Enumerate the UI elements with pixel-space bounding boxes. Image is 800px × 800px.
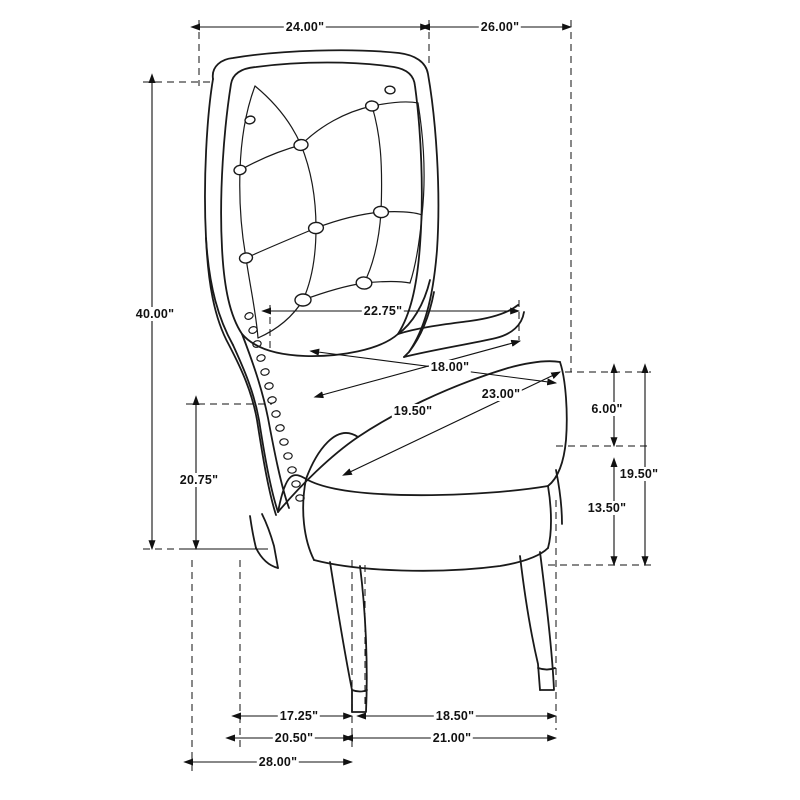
dimension-label-base-right-width: 21.00": [432, 731, 472, 745]
dimension-lines: [143, 20, 651, 775]
dimension-label-seat-width-front: 23.00": [481, 387, 521, 401]
dimension-label-top-left-width: 24.00": [285, 20, 325, 34]
dimension-label-overall-height: 40.00": [135, 307, 175, 321]
nailhead-trim-left: [244, 311, 304, 501]
dimension-label-overall-depth: 28.00": [258, 755, 298, 769]
dimension-label-seat-width-back: 19.50": [393, 404, 433, 418]
dimension-label-seat-height-total: 19.50": [619, 467, 659, 481]
dimension-label-top-right-width: 26.00": [480, 20, 520, 34]
dimension-label-side-leg-span: 18.50": [435, 709, 475, 723]
dimension-label-arm-span-width: 22.75": [363, 304, 403, 318]
chair-illustration: [205, 50, 567, 712]
dimension-label-base-left-width: 20.50": [274, 731, 314, 745]
dimension-label-seat-cushion-height: 6.00": [591, 402, 623, 416]
dimension-label-leg-height: 13.50": [587, 501, 627, 515]
dimension-label-front-leg-span: 17.25": [279, 709, 319, 723]
dimension-label-seat-depth: 18.00": [430, 360, 470, 374]
dimension-label-arm-height: 20.75": [179, 473, 219, 487]
tufting-lines: [240, 86, 424, 338]
